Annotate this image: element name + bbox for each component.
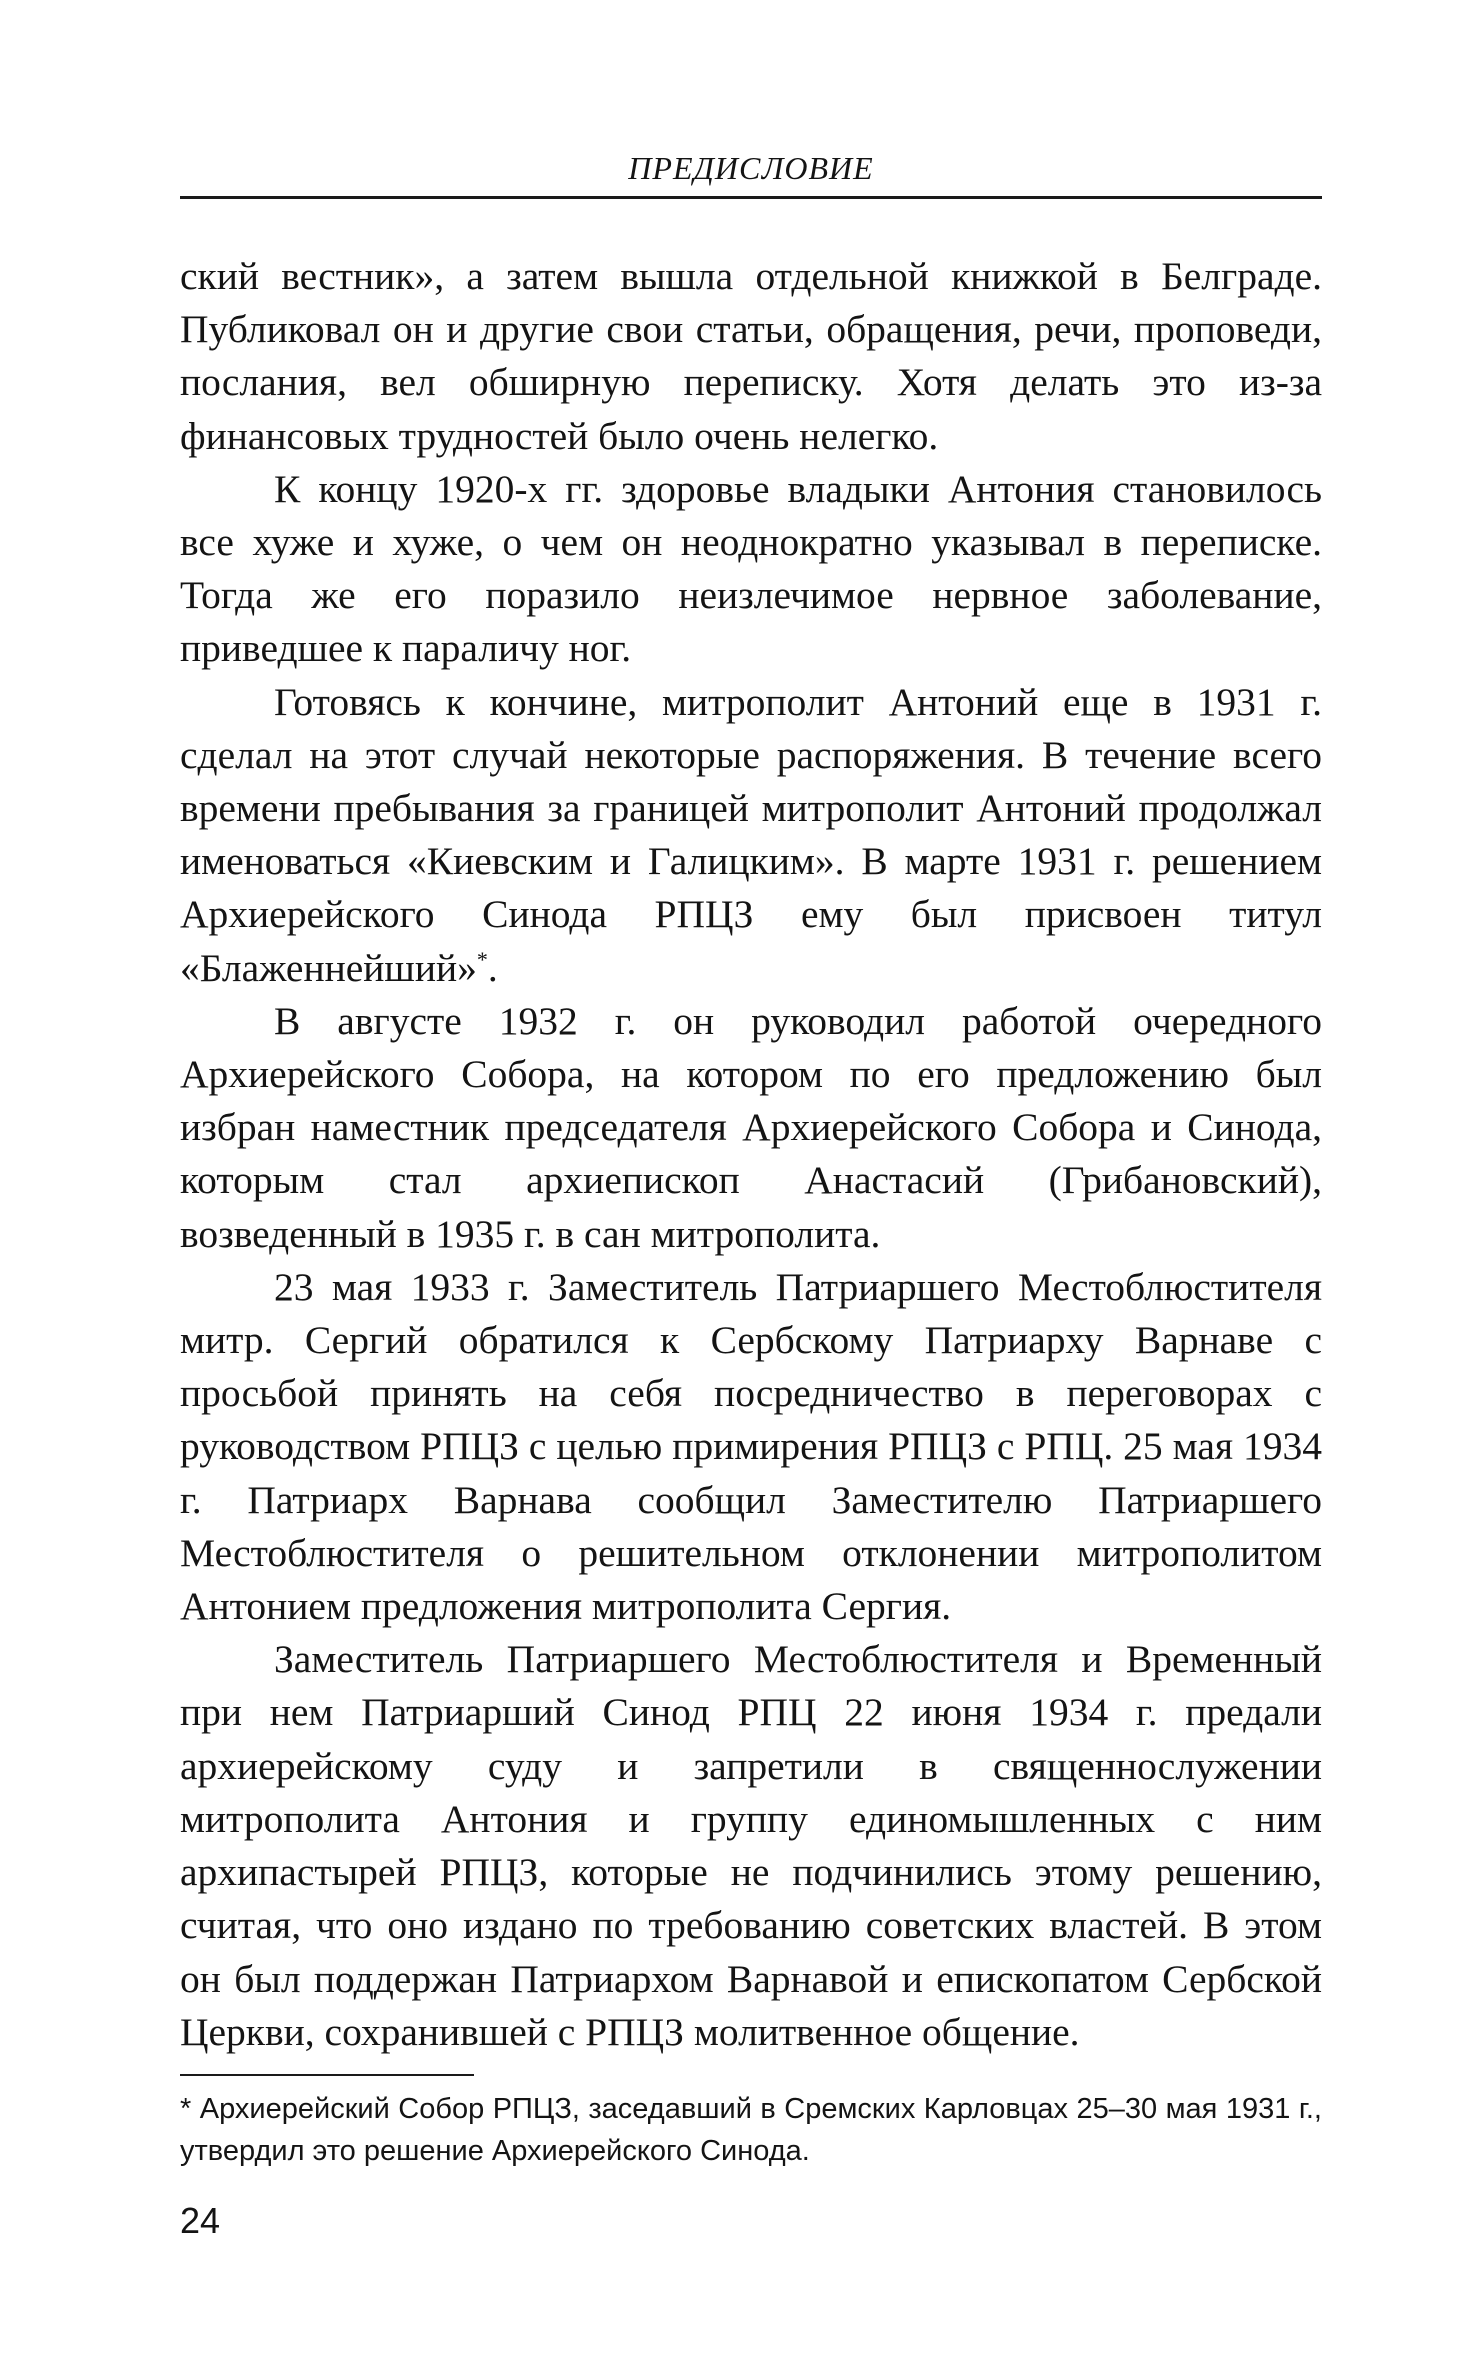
paragraph-1: ский вестник», а затем вышла отдельной книжкой в Белграде. Публиковал он и другие свои статьи, обращения, речи, проповеди, послания, вел обширную переписку. Хотя делать это из-за финансовых трудностей было очень нелегко. (180, 254, 1322, 458)
running-title: ПРЕДИСЛОВИЕ (628, 150, 874, 186)
paragraph-6: Заместитель Патриаршего Местоблюстителя и Временный при нем Патриарший Синод РПЦ 22 июня 1934 г. предали архиерейскому суду и запретили в священнослужении митрополита Антония и группу единомышленных с ним архипастырей РПЦЗ, которые не подчинились этому решению, считая, что оно издано по требованию советских властей. В этом он был поддержан Патриархом Варнавой и епископатом Сербской Церкви, сохранившей с РПЦЗ молитвенное общение. (180, 1637, 1322, 2054)
paragraph-2: К концу 1920-х гг. здоровье владыки Антония становилось все хуже и хуже, о чем он неоднократно указывал в переписке. Тогда же его поразило неизлечимое нервное заболевание, приведшее к параличу ног. (180, 466, 1322, 671)
header-rule (180, 196, 1322, 199)
paragraph-3 (180, 676, 1322, 995)
footnote-rule (180, 2074, 474, 2076)
footnote: * Архиерейский Собор РПЦЗ, заседавший в Сремских Карловцах 25–30 мая 1931 г., утвердил это решение Архиерейского Синода. (180, 2093, 1322, 2167)
page-number: 24 (180, 2200, 221, 2241)
paragraph-5: 23 мая 1933 г. Заместитель Патриаршего Местоблюстителя митр. Сергий обратился к Сербскому Патриарху Варнаве с просьбой принять на себя посредничество в переговорах с руководством РПЦЗ с целью примирения РПЦЗ с РПЦ. 25 мая 1934 г. Патриарх Варнава сообщил Заместителю Патриаршего Местоблюстителя о решительном отклонении митрополитом Антонием предложения митрополита Сергия. (180, 1264, 1322, 1629)
paragraph-3-end: . (487, 945, 498, 990)
paragraph-3-text: Готовясь к кончине, митрополит Антоний еще в 1931 г. сделал на этот случай некоторые распоряжения. В течение всего времени пребывания за границей митрополит Антоний продолжал именоваться «Киевским и Галицким». В марте 1931 г. решением Архиерейского Синода РПЦЗ ему был присвоен титул «Блаженнейший» (180, 679, 1322, 990)
main-text (180, 250, 1322, 2059)
footnote-mark: * (476, 946, 488, 972)
paragraph-4: В августе 1932 г. он руководил работой очередного Архиерейского Собора, на котором по его предложению был избран наместник председателя Архиерейского Собора и Синода, которым стал архиепископ Анастасий (Грибановский), возведенный в 1935 г. в сан митрополита. (180, 998, 1322, 1256)
